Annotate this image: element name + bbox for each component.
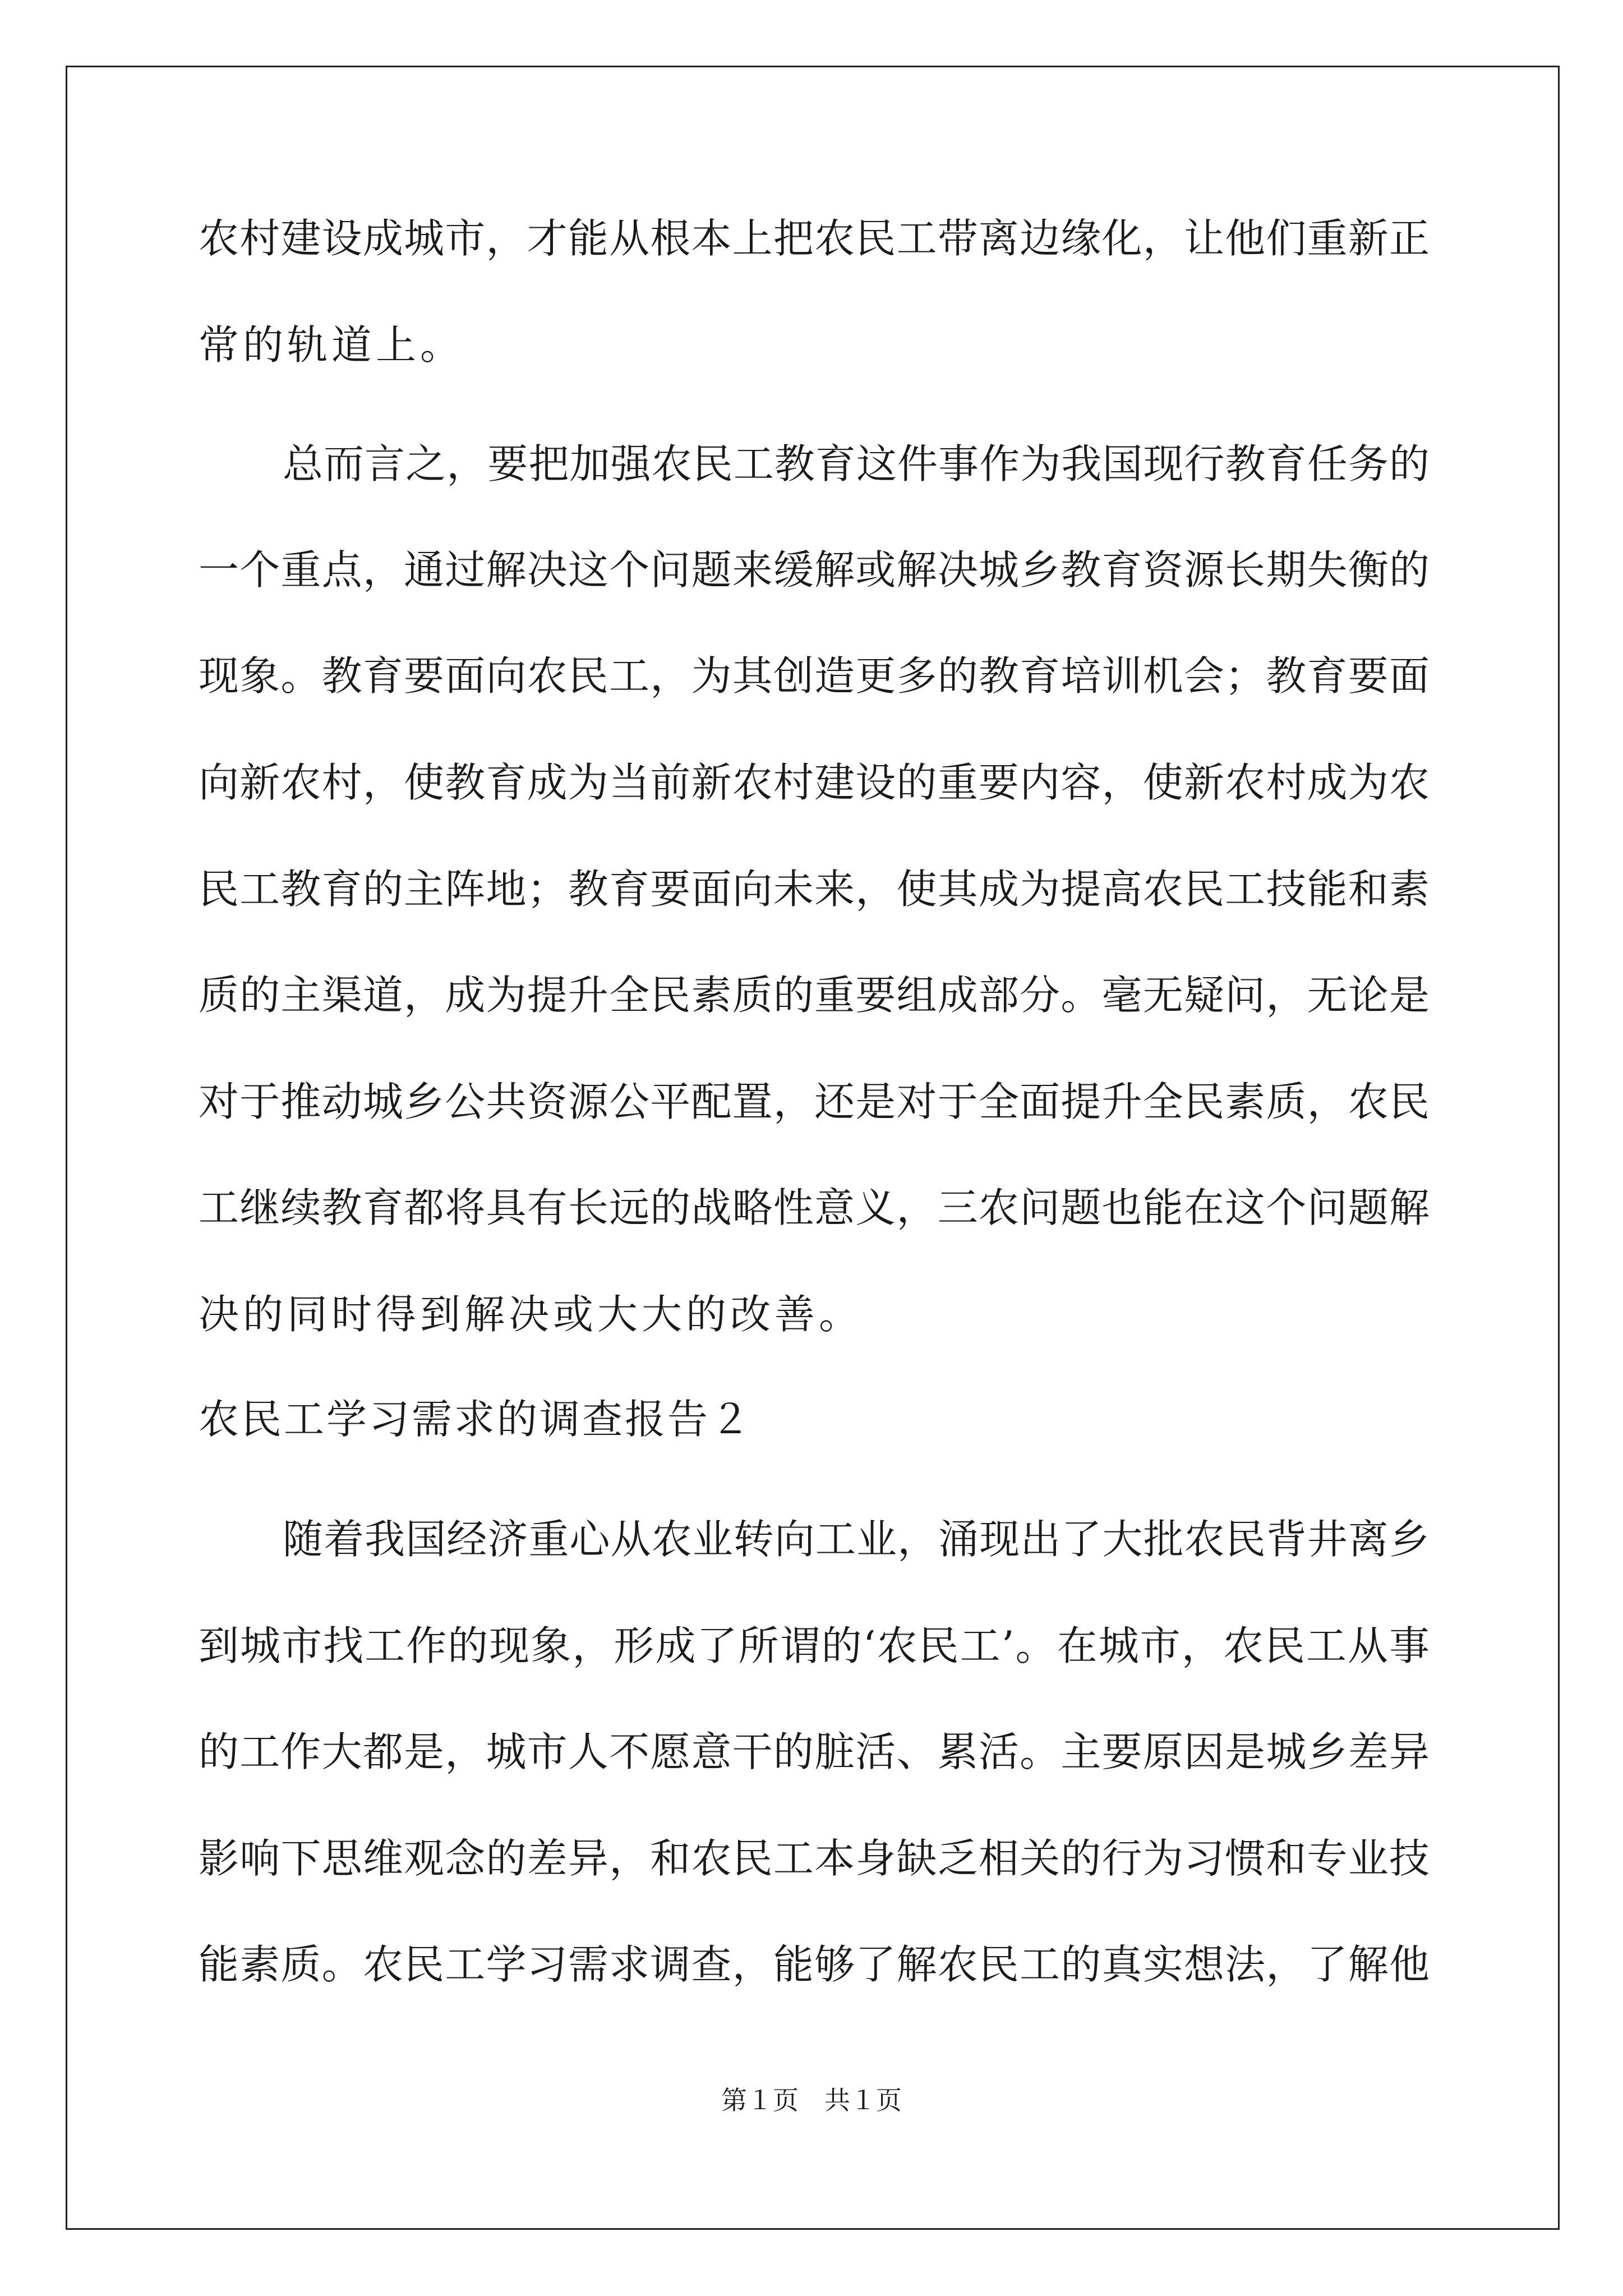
text-line: 到城市找工作的现象，形成了所谓的‘农民工’。在城市，农民工从事	[199, 1622, 1430, 1669]
text-line: 对于推动城乡公共资源公平配置，还是对于全面提升全民素质，农民	[199, 1078, 1430, 1125]
text-line: 向新农村，使教育成为当前新农村建设的重要内容，使新农村成为农	[199, 759, 1430, 806]
text-line: 工继续教育都将具有长远的战略性意义，三农问题也能在这个问题解	[199, 1184, 1430, 1231]
text-line: 一个重点，通过解决这个问题来缓解或解决城乡教育资源长期失衡的	[199, 546, 1430, 593]
text-line: 质的主渠道，成为提升全民素质的重要组成部分。毫无疑问，无论是	[199, 972, 1430, 1019]
text-line: 现象。教育要面向农民工，为其创造更多的教育培训机会；教育要面	[199, 652, 1430, 700]
paragraph-first-line: 随着我国经济重心从农业转向工业，涌现出了大批农民背井离乡	[283, 1516, 1430, 1563]
text-line: 的工作大都是，城市人不愿意干的脏活、累活。主要原因是城乡差异	[199, 1728, 1430, 1775]
paragraph-first-line: 总而言之，要把加强农民工教育这件事作为我国现行教育任务的	[283, 440, 1430, 487]
text-line: 影响下思维观念的差异，和农民工本身缺乏相关的行为习惯和专业技	[199, 1835, 1430, 1882]
text-line: 农村建设成城市，才能从根本上把农民工带离边缘化，让他们重新正	[199, 215, 1430, 262]
text-line: 民工教育的主阵地；教育要面向未来，使其成为提高农民工技能和素	[199, 866, 1430, 913]
text-line: 常的轨道上。	[199, 321, 465, 369]
page-number-footer: 第１页 共１页	[721, 2085, 902, 2115]
section-heading: 农民工学习需求的调查报告２	[199, 1396, 753, 1443]
text-line: 决的同时得到解决或大大的改善。	[199, 1291, 864, 1338]
page-border	[66, 66, 1560, 2230]
text-line: 能素质。农民工学习需求调查，能够了解农民工的真实想法，了解他	[199, 1941, 1430, 1988]
